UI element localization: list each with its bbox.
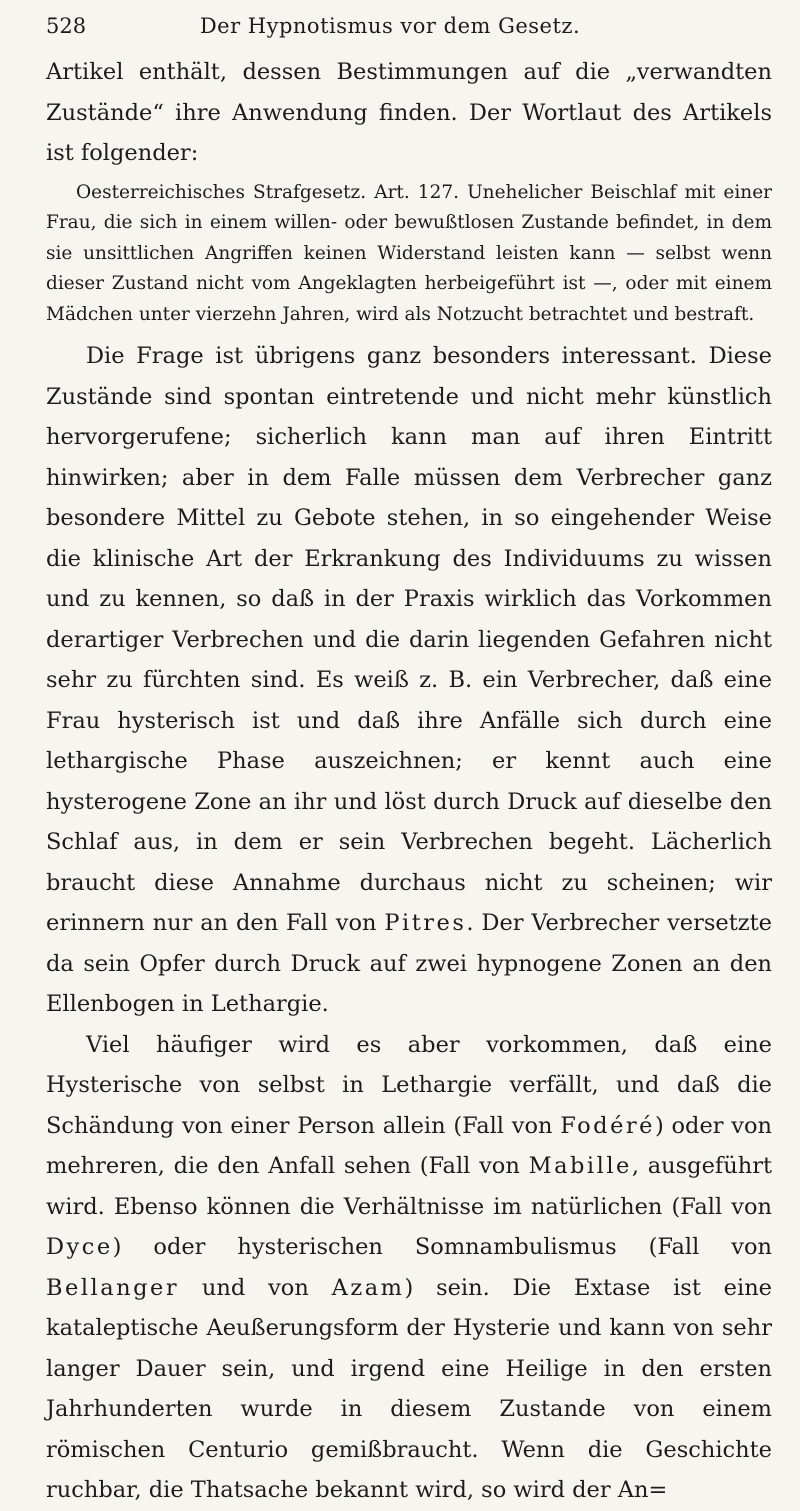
running-head bbox=[46, 14, 772, 52]
paragraph-text: und von bbox=[201, 1274, 309, 1301]
paragraph-text: Die Frage ist übrigens ganz besonders interessant. Diese Zustände sind spontan eintretende und nicht mehr künstlich hervorgerufene; sicherlich kann man auf ihren Eintritt hinwirken; aber in dem Falle müssen dem Verbrecher ganz besondere Mittel zu Gebote stehen, in so eingehender Weise die klinische Art der Erkrankung des Individuums zu wissen und zu kennen, so daß in der Praxis wirklich das Vorkommen derartiger Verbrechen und die darin liegenden Gefahren nicht sehr zu fürchten sind. Es weiß z. B. ein Verbrecher, daß eine Frau hysterisch ist und daß ihre Anfälle sich durch eine lethargische Phase auszeichnen; er kennt auch eine hysterogene Zone an ihr und löst durch Druck auf dieselbe den Schlaf aus, in dem er sein Verbrechen begeht. Lächerlich braucht diese Annahme durchaus nicht zu scheinen; wir erinnern nur an den Fall von bbox=[46, 343, 772, 936]
page-number: 528 bbox=[46, 14, 87, 38]
legal-quote: Oesterreichisches Strafgesetz. Art. 127. Unehelicher Beischlaf mit einer Frau, die sich in einem willen- oder bewußtlosen Zustande befindet, in dem sie unsittlichen Angriffen keinen Widerstand leisten kann — selbst wenn dieser Zustand nicht vom Angeklagten herbeigeführt ist —, oder mit einem Mädchen unter vierzehn Jahren, wird als Notzucht betrachtet und bestraft. bbox=[46, 181, 772, 325]
running-title: Der Hypnotismus vor dem Gesetz. bbox=[199, 14, 581, 38]
author-name: Pitres bbox=[384, 910, 467, 936]
author-name: Bellanger bbox=[46, 1274, 180, 1301]
author-name: Mabille bbox=[528, 1153, 632, 1179]
paragraph-text: ) oder hysterischen Somnambulismus (Fall von bbox=[112, 1234, 772, 1260]
paragraph-text: ) sein. Die Extase ist eine kataleptische Aeußerungsform der Hysterie und kann von sehr langer Dauer sein, und irgend eine Heilige in den ersten Jahrhunderten wurde in diesem Zustande von einem römischen Centurio gemißbraucht. Wenn die Geschichte ruchbar, die Thatsache bekannt wird, so wird der An= bbox=[46, 1274, 772, 1503]
paragraph-text: Viel häufiger wird es aber vorkommen, daß eine Hysterische von selbst in Lethargie verfällt, und daß die Schändung von einer Person allein (Fall von bbox=[46, 1031, 772, 1139]
paragraph-text: ) oder von mehreren, die den Anfall sehen (Fall von bbox=[46, 1112, 773, 1179]
author-name: Azam bbox=[331, 1274, 405, 1301]
paragraph-text: . Der Verbrecher versetzte da sein Opfer durch Druck auf zwei hypnogene Zonen an den Ellenbogen in Lethargie. bbox=[46, 910, 772, 1017]
paragraph-text: , ausgeführt wird. Ebenso können die Verhältnisse im natürlichen (Fall von bbox=[46, 1153, 772, 1220]
author-name: Dyce bbox=[46, 1234, 113, 1260]
author-name: Fodéré bbox=[560, 1112, 655, 1139]
paragraph-question bbox=[46, 336, 772, 1025]
paragraph-lethargy bbox=[46, 1025, 772, 1511]
paragraph-intro: Artikel enthält, dessen Bestimmungen auf die „verwandten Zustände“ ihre Anwendung finden. Der Wortlaut des Artikels ist folgender: bbox=[46, 59, 772, 166]
